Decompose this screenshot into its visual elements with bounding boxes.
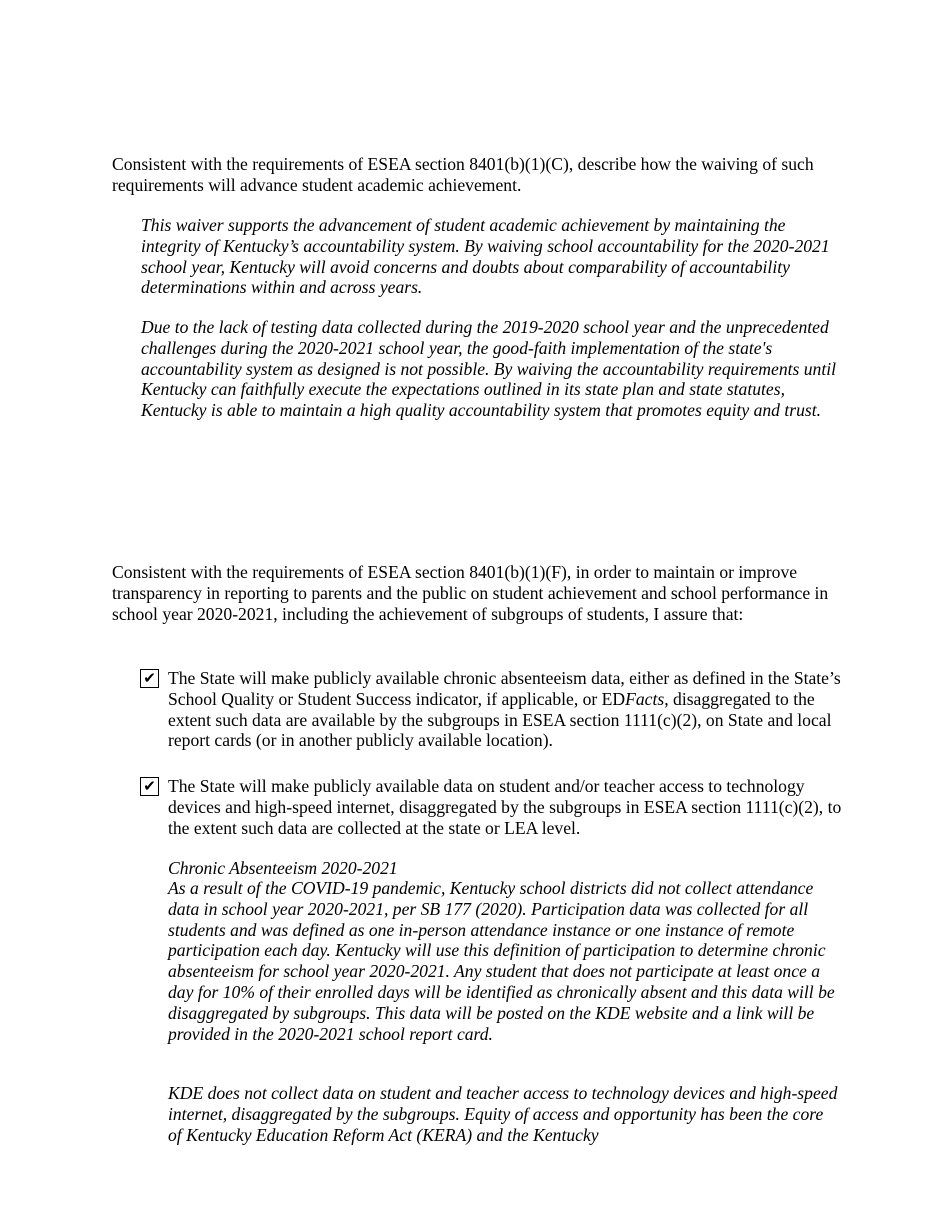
- waiver-achievement-prompt: Consistent with the requirements of ESEA section 8401(b)(1)(C), describe how the waiving of such requirements will advance student academic achievement.: [112, 154, 814, 195]
- assurance-text-part: , disaggregated to the extent such data are available by the subgroups in ESEA section 1111(c)(2), on State and local report cards (or in another publicly available location).: [168, 688, 832, 751]
- checked-checkbox-icon[interactable]: ✔: [140, 777, 159, 796]
- chronic-absenteeism-body: As a result of the COVID-19 pandemic, Kentucky school districts did not collect attendance data in school year 2020-2021, per SB 177 (2020). Participation data was collected for all students and was defined as one in-person attendance instance or one instance of remote participation each day. Kentucky will use this definition of participation to determine chronic absenteeism for school year 2020-2021. Any student that does not participate at least once a day for 10% of their enrolled days will be identified as chronically absent and this data will be disaggregated by subgroups. This data will be posted on the KDE website and a link will be provided in the 2020-2021 school report card.: [168, 878, 835, 1044]
- page-bottom-margin: [0, 1148, 950, 1230]
- assurance-chronic-absenteeism: [140, 668, 845, 751]
- chronic-absenteeism-heading: Chronic Absenteeism 2020-2021: [168, 858, 398, 878]
- assurance-text: The State will make publicly available data on student and/or teacher access to technology devices and high-speed internet, disaggregated by the subgroups in ESEA section 1111(c)(2), to the extent such data are collected at the state or LEA level.: [168, 776, 842, 838]
- assurance-text: [168, 668, 845, 751]
- assurance-text-part: The State will make publicly available chronic absenteeism data, either as defined in the State’s School Quality or Student Success indicator, if applicable, or ED: [168, 668, 841, 709]
- checked-checkbox-icon[interactable]: ✔: [140, 669, 159, 688]
- waiver-achievement-response-1: This waiver supports the advancement of student academic achievement by maintaining the integrity of Kentucky’s accountability system. By waiving school accountability for the 2020-2021 school year, Kentucky will avoid concerns and doubts about comparability of accountability determinations within and across years.: [141, 215, 830, 298]
- edfacts-italic: Facts: [625, 688, 665, 709]
- technology-access-body: KDE does not collect data on student and teacher access to technology devices and high-speed internet, disaggregated by the subgroups. Equity of access and opportunity has been the core of Kentucky Education Reform Act (KERA) and the Kentucky: [168, 1083, 838, 1145]
- waiver-achievement-response-2: Due to the lack of testing data collected during the 2019-2020 school year and the unprecedented challenges during the 2020-2021 school year, the good-faith implementation of the state's accountability system as designed is not possible. By waiving the accountability requirements until Kentucky can faithfully execute the expectations outlined in its state plan and state statutes, Kentucky is able to maintain a high quality accountability system that promotes equity and trust.: [141, 317, 837, 421]
- assurance-technology-access: [140, 776, 845, 838]
- transparency-prompt: Consistent with the requirements of ESEA section 8401(b)(1)(F), in order to maintain or improve transparency in reporting to parents and the public on student achievement and school performance in school year 2020-2021, including the achievement of subgroups of students, I assure that:: [112, 562, 829, 624]
